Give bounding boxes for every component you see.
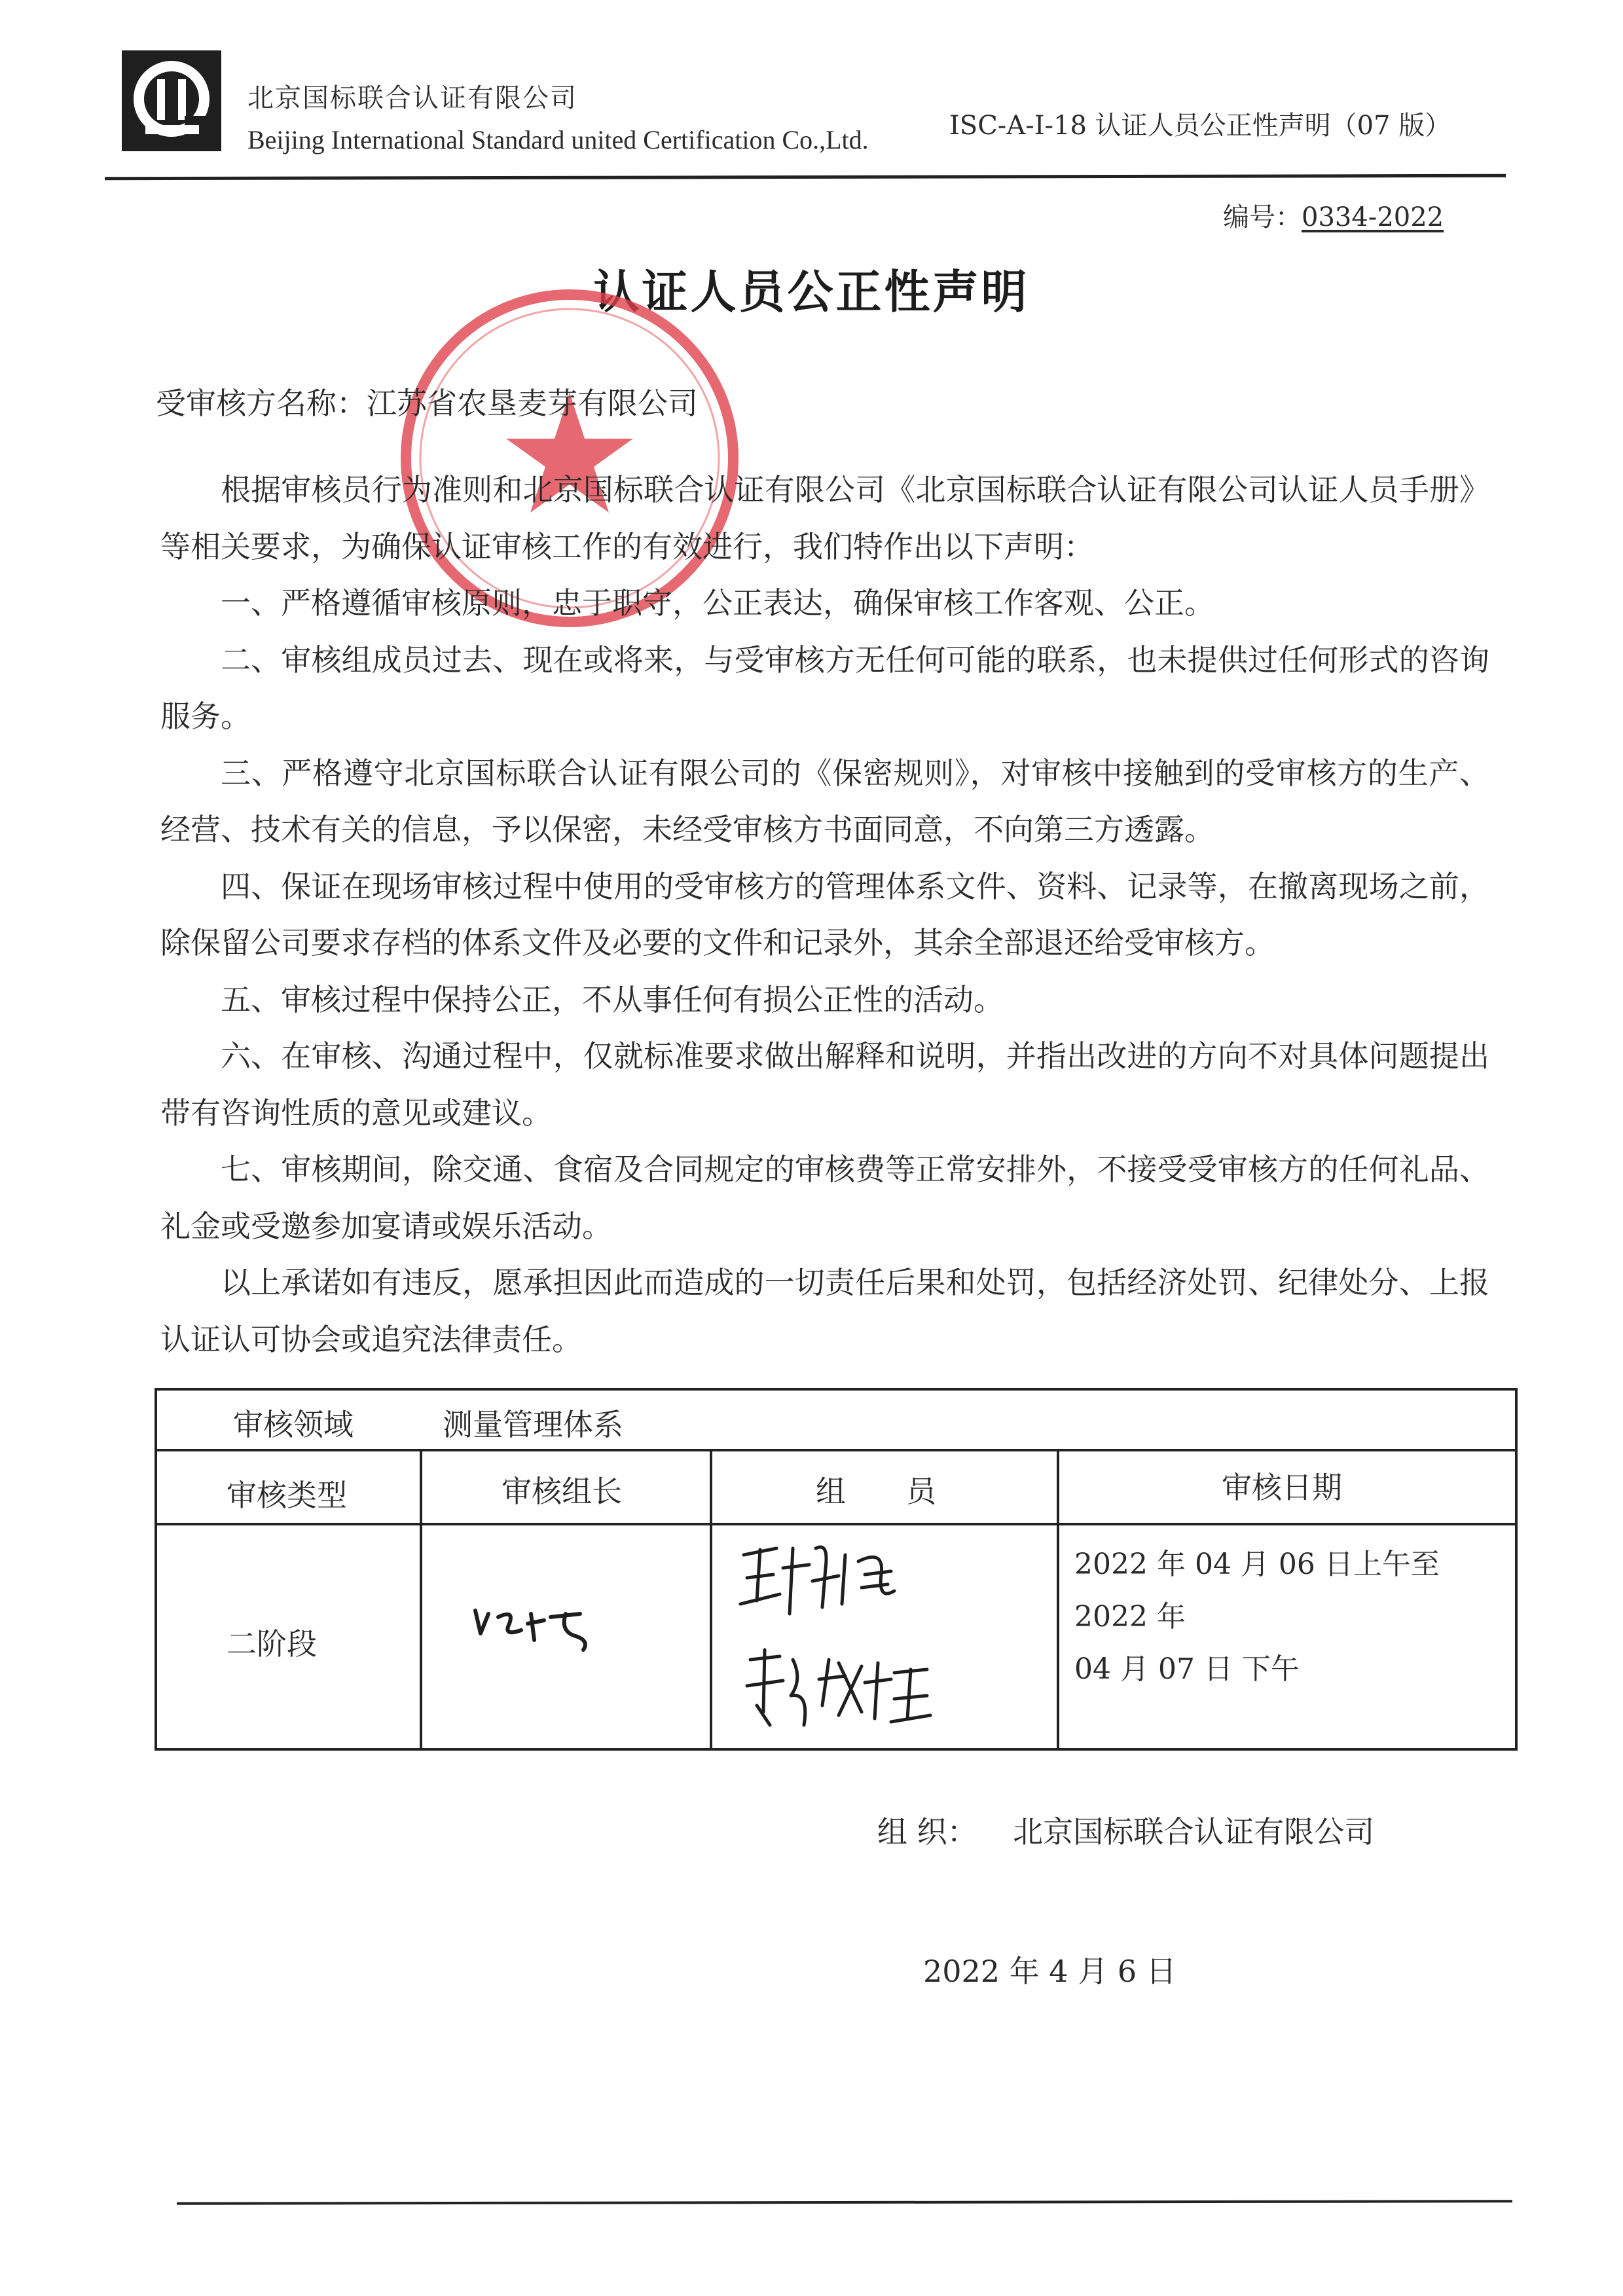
field-value: 测量管理体系 — [443, 1407, 623, 1442]
company-name-en: Beijing International Standard united Certification Co.,Ltd. — [247, 125, 869, 155]
header-audit-type: 审核类型 — [227, 1478, 347, 1513]
field-label: 审核领域 — [233, 1407, 354, 1442]
organization — [877, 1808, 1374, 1851]
company-name-cn: 北京国标联合认证有限公司 — [247, 83, 577, 113]
auditee-label: 受审核方名称： — [156, 386, 367, 421]
organization-label: 组 织： — [877, 1814, 977, 1850]
document-code: ISC-A-I-18 认证人员公正性声明（07 版） — [949, 111, 1451, 141]
header-audit-date: 审核日期 — [1222, 1470, 1342, 1505]
company-logo — [119, 48, 224, 154]
declaration-body — [160, 462, 1489, 1368]
header-team-leader: 审核组长 — [501, 1474, 622, 1509]
team-member-signatures — [731, 1529, 940, 1745]
serial-value: 0334-2022 — [1302, 202, 1444, 232]
paragraph-item-5: 五、审核过程中保持公正，不从事任何有损公正性的活动。 — [221, 981, 1004, 1017]
header-divider — [105, 174, 1506, 180]
paragraph-item-1: 一、严格遵循审核原则，忠于职守，公正表达，确保审核工作客观、公正。 — [221, 585, 1214, 621]
sign-date: 2022 年 4 月 6 日 — [923, 1954, 1176, 1989]
auditee-name — [156, 380, 698, 423]
audit-info-table — [155, 1388, 1518, 1751]
organization-name: 北京国标联合认证有限公司 — [1013, 1814, 1375, 1850]
paragraph-item-2: 二、审核组成员过去、现在或将来，与受审核方无任何可能的联系，也未提供过任何形式的咨询服务。 — [160, 642, 1489, 734]
paragraph-item-3: 三、严格遵守北京国标联合认证有限公司的《保密规则》，对审核中接触到的受审核方的生产、经营、技术有关的信息，予以保密，未经受审核方书面同意，不向第三方透露。 — [160, 755, 1489, 847]
paragraph-item-7: 七、审核期间，除交通、食宿及合同规定的审核费等正常安排外，不接受受审核方的任何礼品、礼金或受邀参加宴请或娱乐活动。 — [160, 1152, 1489, 1244]
header-team-members: 组 员 — [816, 1474, 936, 1509]
audit-type-value: 二阶段 — [227, 1626, 317, 1662]
serial-label: 编号： — [1223, 202, 1302, 232]
paragraph-item-6: 六、在审核、沟通过程中，仅就标准要求做出解释和说明，并指出改进的方向不对具体问题提出带有咨询性质的意见或建议。 — [160, 1038, 1489, 1131]
footer-divider — [177, 2200, 1512, 2205]
team-leader-signature — [469, 1584, 613, 1663]
audit-date-line-1: 2022 年 04 月 06 日上午至 2022 年 — [1074, 1548, 1440, 1633]
paragraph-intro: 根据审核员行为准则和北京国标联合认证有限公司《北京国标联合认证有限公司认证人员手册》等相关要求，为确保认证审核工作的有效进行，我们特作出以下声明： — [160, 472, 1489, 564]
page-title: 认证人员公正性声明 — [593, 265, 1030, 319]
audit-date-line-2: 04 月 07 日 下午 — [1074, 1652, 1300, 1686]
serial-number — [1223, 196, 1444, 234]
auditee-value: 江苏省农垦麦芽有限公司 — [367, 386, 698, 421]
paragraph-item-4: 四、保证在现场审核过程中使用的受审核方的管理体系文件、资料、记录等，在撤离现场之前，除保留公司要求存档的体系文件及必要的文件和记录外，其余全部退还给受审核方。 — [160, 868, 1489, 960]
paragraph-commitment: 以上承诺如有违反，愿承担因此而造成的一切责任后果和处罚，包括经济处罚、纪律处分、上报认证认可协会或追究法律责任。 — [160, 1265, 1489, 1357]
audit-date-value — [1074, 1539, 1518, 1696]
